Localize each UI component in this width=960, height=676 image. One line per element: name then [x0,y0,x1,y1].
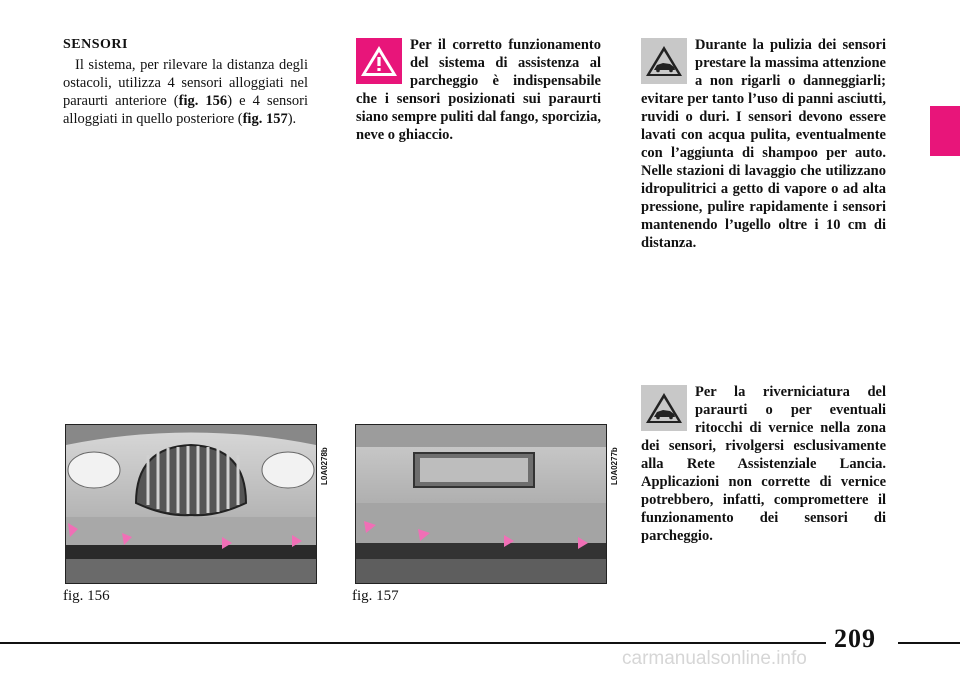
figure-caption-156: fig. 156 [63,588,110,604]
footer-rule-left [0,642,826,644]
car-care-icon [641,38,687,84]
section-tab-marker [930,106,960,156]
warning-triangle-icon [356,38,402,84]
intro-paragraph [63,56,308,128]
column-warning-cleaning [641,36,886,252]
car-care-icon [641,385,687,431]
intro-ref-fig157: fig. 157 [242,111,288,127]
figure-rear-bumper [355,424,619,584]
warning-cleaning-text: Durante la pulizia dei sensori prestare la massima attenzione a non rigarli o danneggiarli; evitare per tanto l’uso di panni asciutti, ruvidi o duri. I sensori devono essere lavati con acqua pulita, eventualmente con l’aggiunta di shampoo per auto. Nelle stazioni di lavaggio che utilizzano idropulitrici a getto di vapore o ad alta pressione, pulire rapidamente i sensori mantenendo l’ugello oltre i 10 cm di distanza. [641,37,886,251]
warning-painting [641,383,886,545]
column-warning-painting [641,383,886,545]
intro-text-b: ) e 4 sensori alloggiati in quello posteriore ( [63,93,309,127]
column-sensori [63,36,308,128]
warning-cleaning [641,36,886,252]
warning-attention [356,36,601,144]
column-warning-attention [356,36,601,144]
figure-caption-157: fig. 157 [352,588,399,604]
page-number: 209 [834,624,876,653]
figure-front-bumper [65,424,329,584]
intro-text-c: ). [287,111,297,127]
intro-text-a: Il sistema, per rilevare la distanza degli ostacoli, utilizza 4 sensori alloggiati nel paraurti anteriore ( [63,57,308,109]
figure-code-156: L0A0278b [320,447,329,485]
warning-painting-text: Per la riverniciatura del paraurti o per eventuali ritocchi di vernice nella zona dei sensori, rivolgersi esclusivamente alla Rete Assistenziale Lancia. Applicazioni non corrette di vernice potrebbero, infatti, compromettere il funzionamento dei sensori di parcheggio. [641,384,886,544]
section-heading: SENSORI [63,37,128,52]
footer-rule-right [898,642,960,644]
rear-bumper-illustration [356,425,606,583]
footer-watermark: carmanualsonline.info [622,648,807,669]
intro-ref-fig156: fig. 156 [178,93,228,109]
front-bumper-illustration [66,425,316,583]
warning-attention-text: Per il corretto funzionamento del sistema di assistenza al parcheggio è indispensabile che i sensori posizionati sui paraurti siano sempre puliti dal fango, sporcizia, neve o ghiaccio. [356,37,601,143]
figure-code-157: L0A0277b [610,447,619,485]
